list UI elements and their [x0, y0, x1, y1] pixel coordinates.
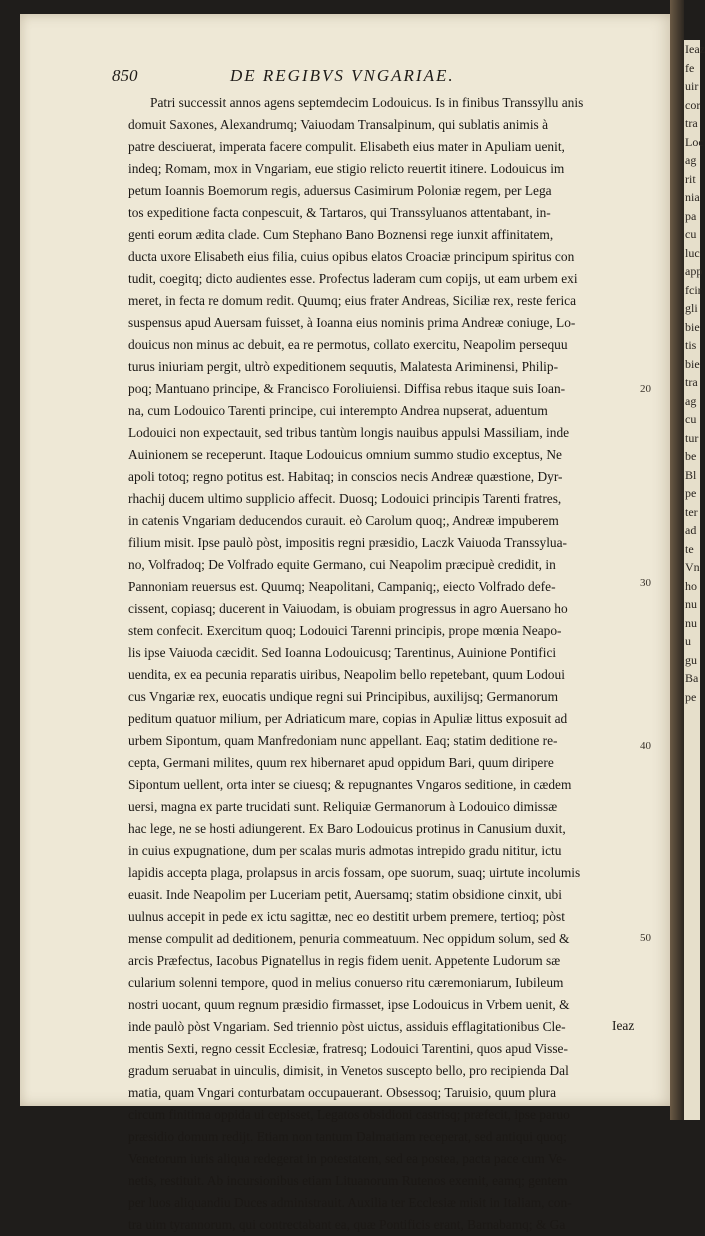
text-line: præsidio domum redijt. Etiam non tantum Dalmatiam receperat, sed antiqui quoq; [128, 1129, 567, 1144]
text-line: mentis Sexti, regno cessit Ecclesiæ, fratresq; Lodouici Tarentini, quos apud Visse- [128, 1041, 568, 1056]
text-line: urbem Sipontum, quam Manfredoniam nunc appellant. Eaq; statim deditione re- [128, 733, 558, 748]
text-line: domuit Saxones, Alexandrumq; Vaiuodam Transalpinum, qui sublatis animis à [128, 117, 549, 132]
text-line: arcis Præfectus, Iacobus Pignatellus in regis fidem uenit. Appetente Ludorum sæ [128, 953, 561, 968]
margin-line-number: 50 [640, 932, 651, 944]
text-line: cepta, Germani milites, quum rex hibernaret apud oppidum Bari, quum diripere [128, 755, 554, 770]
text-line: Venetorum iuris aliqua redegerat in potestatem, sed ea postea, pacta pace cum Ve- [128, 1151, 567, 1166]
catchword: Ieaz [612, 1018, 635, 1033]
text-line: lapidis accepta plaga, prolapsus in arcis fossam, ope suorum, suaq; uirtute incolumis [128, 865, 581, 880]
page-number: 850 [112, 66, 138, 85]
text-line: inde paulò pòst Vngariam. Sed triennio pòst uictus, assiduis efflagitationibus Cle- [128, 1019, 566, 1034]
text-line: poq; Mantuano principe, & Francisco Foroliuiensi. Diffisa rebus itaque suis Ioan- [128, 381, 566, 396]
text-line: uendita, ex ea pecunia reparatis uiribus, Neapolim bello repetebant, quum Lodoui [128, 667, 565, 682]
facing-page-fragment: Ba [685, 671, 699, 685]
margin-line-number: 30 [640, 577, 651, 589]
text-line: netis, restituit. Ab incursionibus etiam Lituanorum Rutenos exemit, eamq; gentem [128, 1173, 568, 1188]
text-line: matia, quam Vngari conturbatam occupauerant. Obsessoq; Taruisio, quum plura [128, 1085, 557, 1100]
facing-page-fragment: pe [685, 689, 697, 704]
text-line: indeq; Romam, mox in Vngariam, eue stigio relicto reuertit itinere. Lodouicus im [128, 161, 565, 176]
facing-page-fragment: fe [685, 60, 695, 75]
facing-page-fragment: gli [685, 301, 698, 315]
facing-page-fragment: ho [685, 578, 697, 593]
text-line: Lodouici non expectauit, sed tribus tantùm longis nauibus appulsi Massiliam, inde [128, 425, 570, 440]
facing-page-fragment: tra [685, 116, 698, 130]
text-line: per luos aliquandiu Duces administrauit. Auxilia ter Ecclesiæ misit in Italiam, con- [128, 1195, 572, 1210]
facing-page-fragment: bie [685, 356, 700, 371]
text-line: tudit, coegitq; dicto audientes esse. Profectus laderam cum copijs, ut eam urbem exi [128, 271, 578, 286]
facing-page-fragment: gu [685, 652, 697, 667]
facing-page-fragment: be [685, 449, 697, 463]
text-line: euasit. Inde Neapolim per Luceriam petit, Auersamq; statim obsidione cinxit, ubi [128, 887, 562, 902]
text-line: tra uim tyrannorum, qui contrectabant ea, quæ Pontificis erant, Barnabamq; & Ga [128, 1217, 566, 1232]
facing-page-fragment: pa [685, 208, 697, 223]
facing-page-fragment: bie [685, 319, 700, 334]
text-line: douicus non minus ac debuit, ea re permotus, collato exercitu, Neapolim persequu [128, 337, 568, 352]
facing-page-fragment: tis [685, 338, 697, 352]
text-line: petum Ioannis Boemorum regis, aduersus Casimirum Poloniæ regem, per Lega [128, 183, 552, 198]
text-line: no, Volfradoq; De Volfrado equite Germano, cui Neapolim præcipuè credidit, in [128, 557, 556, 572]
text-line: in cuius expugnatione, dum per scalas muris admotas intrepido gradu nititur, ictu [128, 843, 562, 858]
facing-page-fragment: ter [685, 504, 698, 519]
facing-page-fragment: nu [685, 597, 697, 611]
text-line: tos expeditione facta conpescuit, & Tartaros, qui Transsyluanos attentabant, in- [128, 205, 551, 220]
facing-page-fragment: uir [685, 79, 699, 93]
text-line: Pannoniam reuersus est. Quumq; Neapolitani, Campaniq;, eiecto Volfrado defe- [128, 579, 556, 594]
text-line: circum finitima oppida ui cepisset, Legatos obsidioni castrisq; præfecit, ipse paruo [128, 1107, 570, 1122]
facing-page-fragment: fcir [685, 282, 702, 297]
facing-page-fragment: Bl [685, 467, 697, 482]
facing-page-edge [684, 40, 705, 1120]
text-line: apoli totoq; regno potitus est. Habitaq; in conscios necis Andreæ quæstione, Dyr- [128, 469, 563, 484]
facing-page-fragment: Loc [685, 134, 704, 149]
book-gutter [670, 0, 684, 1120]
text-line: cularium solenni tempore, quod in melius conuerso ritu cæremoniarum, Iubileum [128, 975, 564, 990]
text-line: in catenis Vngariam deducendos curauit. eò Carolum quoq;, Andreæ impuberem [128, 513, 559, 528]
facing-page-fragment: ag [685, 153, 697, 167]
facing-page-fragment: ad [685, 523, 697, 537]
text-line: meret, in fecta re domum redit. Quumq; eius frater Andreas, Siciliæ rex, reste ferica [128, 293, 577, 308]
text-line: hac lege, ne se hosti adiungerent. Ex Baro Lodouicus protinus in Canusium duxit, [128, 821, 566, 836]
text-line: mense compulit ad deditionem, penuria commeatuum. Nec oppidum solum, sed & [128, 931, 570, 946]
text-line: nostri uocant, quum regnum præsidio firmasset, ipse Lodouicus in Vrbem uenit, & [128, 997, 570, 1012]
facing-page-fragment: app [685, 264, 703, 278]
facing-page-fragment: Ieaz [685, 42, 705, 56]
text-line: patre desciuerat, imperata facere compulit. Elisabeth eius mater in Apuliam uenit, [128, 139, 565, 154]
facing-page-fragment: tur [685, 430, 699, 445]
margin-line-number: 40 [640, 740, 651, 752]
facing-page-fragment: ag [685, 393, 697, 408]
facing-page-fragment: rit [685, 171, 696, 186]
text-line: gradum seruabat in uinculis, dimisit, in Venetos suscepto bello, pro recipienda Dal [128, 1063, 569, 1078]
body-text [128, 92, 648, 1236]
text-line: filium misit. Ipse paulò pòst, impositis regni præsidio, Laczk Vaiuoda Transsylua- [128, 535, 568, 550]
text-line: genti eorum ædita clade. Cum Stephano Bano Boznensi rege iunxit affinitatem, [128, 227, 554, 242]
facing-page-fragment: tra [685, 375, 698, 389]
facing-page-fragment: cor [685, 97, 701, 112]
text-line: turus iniuriam pergit, ultrò expeditionem sequutis, Malatesta Ariminensi, Philip- [128, 359, 559, 374]
text-line: suspensus apud Auersam fuisset, à Ioanna eius nominis prima Andreæ coniuge, Lo- [128, 315, 576, 330]
facing-page-fragment: pe [685, 486, 697, 500]
facing-page-fragment: Vn [685, 560, 700, 574]
text-line: rhachij ducem ultimo supplicio affecit. Duosq; Lodouici principis Tarenti fratres, [128, 491, 562, 506]
text-line: lis ipse Vaiuoda cæcidit. Sed Ioanna Lodouicusq; Tarentinus, Auinione Pontifici [128, 645, 557, 660]
text-line: uersi, magna ex parte trucidati sunt. Reliquiæ Germanorum à Lodouico dimissæ [128, 799, 558, 814]
text-line: Sipontum uellent, orta inter se ciuesq; & repugnantes Vngaros seditione, in cædem [128, 777, 572, 792]
facing-page-fragment: nia [685, 190, 700, 204]
facing-page-fragment: te [685, 541, 694, 556]
text-line: ducta uxore Elisabeth eius filia, cuius opibus elatos Croaciæ principum spiritus con [128, 249, 575, 264]
text-line: na, cum Lodouico Tarenti principe, cui interempto Andrea nupserat, aduentum [128, 403, 548, 418]
text-line: cus Vngariæ rex, euocatis undique regni sui Principibus, auxilijsq; Germanorum [128, 689, 559, 704]
margin-line-number: 20 [640, 383, 651, 395]
facing-page-fragment: cu [685, 227, 697, 241]
text-line: uulnus accepit in pede ex ictu sagittæ, nec eo destitit urbem premere, tertioq; pòst [128, 909, 565, 924]
facing-page-fragment: u [685, 634, 691, 648]
text-line: stem confecit. Exercitum quoq; Lodouici Tarenni principis, prope mœnia Neapo- [128, 623, 562, 638]
text-line: Patri successit annos agens septemdecim Lodouicus. Is in finibus Transsyllu anis [150, 95, 584, 110]
running-title: DE REGIBVS VNGARIAE. [230, 66, 455, 85]
facing-page-fragment: cu [685, 412, 697, 426]
text-line: Auinionem se receperunt. Itaque Lodouicus omnium summo studio exceptus, Ne [128, 447, 562, 462]
facing-page-fragment: nu [685, 615, 697, 630]
text-line: cissent, copiasq; ducerent in Vaiuodam, is obuiam progressus in agro Auersano ho [128, 601, 568, 616]
facing-page-fragment: luc [685, 245, 700, 260]
page-header [112, 66, 532, 88]
text-line: peditum quatuor milium, per Adriaticum mare, copias in Apuliæ littus exposuit ad [128, 711, 568, 726]
